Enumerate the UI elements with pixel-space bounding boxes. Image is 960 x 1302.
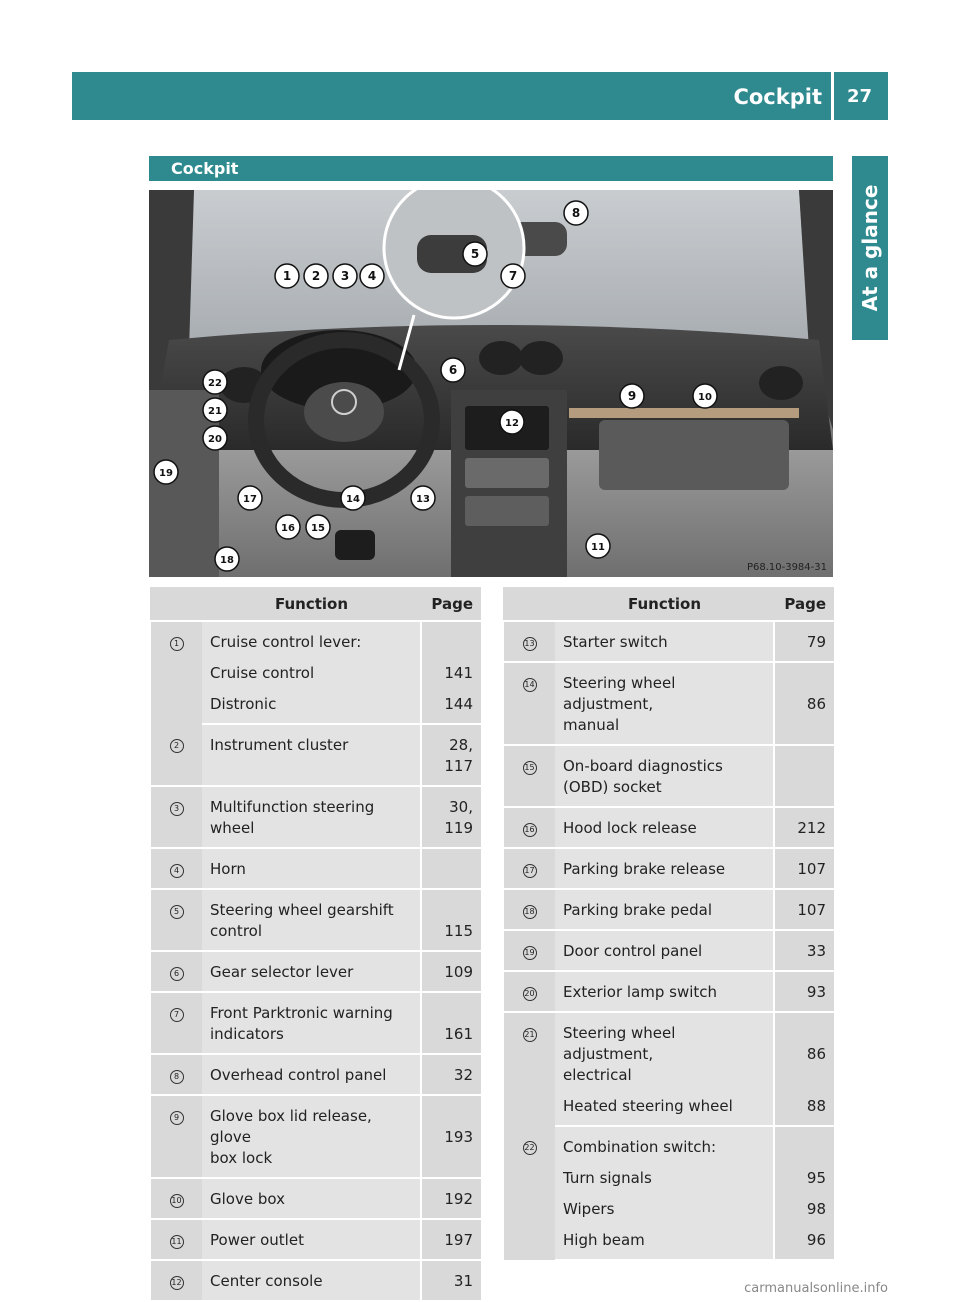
table-row <box>150 1054 481 1095</box>
callout-number: 12 <box>505 418 519 429</box>
function-cell: Steering wheel gearshift control <box>202 889 421 951</box>
callout-number: 6 <box>448 363 458 377</box>
item-number <box>503 662 555 745</box>
item-number <box>503 745 555 807</box>
callout-marker <box>501 264 525 288</box>
callout-marker <box>360 264 384 288</box>
function-cell: Steering wheel adjustment, manual <box>555 662 774 745</box>
callout-marker <box>620 384 644 408</box>
item-number-badge: 5 <box>170 905 184 919</box>
page-cell: 86 <box>774 662 834 745</box>
function-cell: Multifunction steering wheel <box>202 786 421 848</box>
item-number-badge: 4 <box>170 864 184 878</box>
function-cell: Glove box lid release, glove box lock <box>202 1095 421 1178</box>
item-number-badge: 10 <box>170 1194 184 1208</box>
header-separator <box>831 72 834 120</box>
function-cell: Parking brake release <box>555 848 774 889</box>
function-cell: Gear selector lever <box>202 951 421 992</box>
function-cell: Center console <box>202 1260 421 1301</box>
page-cell: 107 <box>774 848 834 889</box>
callout-marker <box>215 547 239 571</box>
item-number-badge: 1 <box>170 637 184 651</box>
item-number-badge: 12 <box>170 1276 184 1290</box>
callout-number: 13 <box>416 494 430 505</box>
table-row <box>150 724 481 786</box>
table-row <box>150 1219 481 1260</box>
callout-marker <box>276 515 300 539</box>
table-row <box>150 992 481 1054</box>
function-cell: On-board diagnostics (OBD) socket <box>555 745 774 807</box>
item-number <box>150 1219 202 1260</box>
callout-marker <box>564 201 588 225</box>
chapter-tab-label: At a glance <box>858 184 882 312</box>
callout-number: 18 <box>220 555 234 566</box>
item-number <box>503 807 555 848</box>
function-cell: Horn <box>202 848 421 889</box>
callout-number: 20 <box>208 434 222 445</box>
table-row <box>150 848 481 889</box>
table-row <box>503 1126 834 1166</box>
callout-marker <box>154 460 178 484</box>
table-row <box>503 930 834 971</box>
table-row <box>503 662 834 745</box>
page-cell: 96 <box>774 1228 834 1260</box>
item-number-badge: 3 <box>170 802 184 816</box>
item-number <box>150 889 202 951</box>
item-number-badge: 8 <box>170 1070 184 1084</box>
item-number <box>150 848 202 889</box>
table-row <box>503 621 834 662</box>
page-cell: 107 <box>774 889 834 930</box>
page-cell: 30, 119 <box>421 786 481 848</box>
item-number <box>150 621 202 724</box>
item-number-badge: 22 <box>523 1141 537 1155</box>
page-cell: 115 <box>421 889 481 951</box>
function-cell: Cruise control lever: <box>202 621 421 661</box>
page-number: 27 <box>846 86 872 107</box>
callout-marker <box>441 358 465 382</box>
function-cell: Cruise control <box>202 661 421 692</box>
item-number-badge: 13 <box>523 637 537 651</box>
callout-marker <box>203 370 227 394</box>
section-title: Cockpit <box>171 159 239 178</box>
table-row <box>150 1178 481 1219</box>
item-number <box>150 1178 202 1219</box>
chapter-tab <box>852 156 888 340</box>
page-column-header: Page <box>774 587 834 621</box>
item-number <box>503 930 555 971</box>
item-number <box>503 971 555 1012</box>
table-row <box>503 889 834 930</box>
function-cell: Steering wheel adjustment, electrical <box>555 1012 774 1094</box>
function-cell: Distronic <box>202 692 421 724</box>
callout-marker <box>304 264 328 288</box>
item-number <box>503 621 555 662</box>
page-cell <box>421 621 481 661</box>
page-cell: 31 <box>421 1260 481 1301</box>
page-cell: 161 <box>421 992 481 1054</box>
function-cell: Wipers <box>555 1197 774 1228</box>
table-row <box>150 1095 481 1178</box>
page-cell: 93 <box>774 971 834 1012</box>
item-number-badge: 11 <box>170 1235 184 1249</box>
callout-number: 19 <box>159 468 173 479</box>
item-number-badge: 21 <box>523 1028 537 1042</box>
function-column-header: Function <box>555 587 774 621</box>
function-cell: Turn signals <box>555 1166 774 1197</box>
table-row <box>503 745 834 807</box>
function-cell: Combination switch: <box>555 1126 774 1166</box>
item-number-badge: 7 <box>170 1008 184 1022</box>
callout-marker <box>275 264 299 288</box>
callout-marker <box>306 515 330 539</box>
page-cell: 197 <box>421 1219 481 1260</box>
photo-credit: P68.10-3984-31 <box>746 562 827 573</box>
item-number <box>150 1054 202 1095</box>
page-cell: 88 <box>774 1094 834 1126</box>
function-column-header: Function <box>202 587 421 621</box>
page-cell: 141 <box>421 661 481 692</box>
item-number-badge: 2 <box>170 739 184 753</box>
callout-marker <box>203 426 227 450</box>
callout-marker <box>463 242 487 266</box>
page-cell: 79 <box>774 621 834 662</box>
page-cell: 193 <box>421 1095 481 1178</box>
section-heading <box>149 156 833 181</box>
function-cell: High beam <box>555 1228 774 1260</box>
table-row <box>503 1012 834 1094</box>
function-cell: Power outlet <box>202 1219 421 1260</box>
table-row <box>503 971 834 1012</box>
page-cell: 28, 117 <box>421 724 481 786</box>
callout-marker <box>341 486 365 510</box>
page-cell: 32 <box>421 1054 481 1095</box>
page-cell: 192 <box>421 1178 481 1219</box>
item-number-badge: 9 <box>170 1111 184 1125</box>
function-cell: Instrument cluster <box>202 724 421 786</box>
callout-marker <box>411 486 435 510</box>
callout-number: 2 <box>311 269 321 283</box>
function-cell: Glove box <box>202 1178 421 1219</box>
item-number <box>150 1095 202 1178</box>
callout-number: 10 <box>698 392 712 403</box>
item-number <box>150 992 202 1054</box>
function-table-right <box>502 587 834 1261</box>
item-number <box>503 1126 555 1260</box>
page-cell <box>774 1126 834 1166</box>
callout-marker <box>203 398 227 422</box>
page-cell <box>774 745 834 807</box>
callout-number: 7 <box>508 269 518 283</box>
function-cell: Starter switch <box>555 621 774 662</box>
item-number <box>150 724 202 786</box>
page-cell: 98 <box>774 1197 834 1228</box>
item-number <box>503 889 555 930</box>
item-number <box>150 786 202 848</box>
function-cell: Heated steering wheel <box>555 1094 774 1126</box>
item-number <box>503 848 555 889</box>
table-row <box>150 889 481 951</box>
callout-number: 14 <box>346 494 360 505</box>
table-row <box>150 786 481 848</box>
page-cell: 109 <box>421 951 481 992</box>
item-number-badge: 14 <box>523 678 537 692</box>
cockpit-photo <box>149 190 833 577</box>
page-cell: 144 <box>421 692 481 724</box>
table-row <box>503 848 834 889</box>
item-number-badge: 18 <box>523 905 537 919</box>
function-table-left <box>149 587 481 1302</box>
page-cell <box>421 848 481 889</box>
callout-number: 15 <box>311 523 325 534</box>
item-number-badge: 17 <box>523 864 537 878</box>
page-cell: 212 <box>774 807 834 848</box>
callout-number: 21 <box>208 406 222 417</box>
item-number <box>503 1012 555 1126</box>
function-cell: Overhead control panel <box>202 1054 421 1095</box>
callout-marker <box>586 534 610 558</box>
function-cell: Hood lock release <box>555 807 774 848</box>
callout-number: 17 <box>243 494 257 505</box>
cockpit-illustration <box>149 190 833 577</box>
function-cell: Parking brake pedal <box>555 889 774 930</box>
callout-marker <box>693 384 717 408</box>
item-number-badge: 20 <box>523 987 537 1001</box>
callout-number: 5 <box>470 247 480 261</box>
callout-number: 8 <box>571 206 581 220</box>
page-cell: 33 <box>774 930 834 971</box>
function-cell: Front Parktronic warning indicators <box>202 992 421 1054</box>
footer-watermark: carmanualsonline.info <box>744 1281 888 1296</box>
callout-number: 3 <box>340 269 350 283</box>
page-column-header: Page <box>421 587 481 621</box>
table-header-row <box>503 587 834 621</box>
table-row <box>150 951 481 992</box>
table-row <box>150 1260 481 1301</box>
number-column-header <box>503 587 555 621</box>
page-header <box>72 72 888 120</box>
callout-number: 9 <box>627 389 637 403</box>
callout-number: 16 <box>281 523 295 534</box>
page-cell: 95 <box>774 1166 834 1197</box>
item-number <box>150 1260 202 1301</box>
item-number-badge: 19 <box>523 946 537 960</box>
table-row <box>503 807 834 848</box>
item-number-badge: 15 <box>523 761 537 775</box>
callout-number: 11 <box>591 542 605 553</box>
item-number-badge: 16 <box>523 823 537 837</box>
page-cell: 86 <box>774 1012 834 1094</box>
table-row <box>150 621 481 661</box>
callout-marker <box>238 486 262 510</box>
header-title: Cockpit <box>733 85 822 109</box>
callout-number: 1 <box>282 269 292 283</box>
function-cell: Exterior lamp switch <box>555 971 774 1012</box>
callout-marker <box>333 264 357 288</box>
item-number <box>150 951 202 992</box>
callout-number: 4 <box>367 269 377 283</box>
table-header-row <box>150 587 481 621</box>
function-cell: Door control panel <box>555 930 774 971</box>
number-column-header <box>150 587 202 621</box>
callout-marker <box>500 410 524 434</box>
item-number-badge: 6 <box>170 967 184 981</box>
callout-number: 22 <box>208 378 222 389</box>
